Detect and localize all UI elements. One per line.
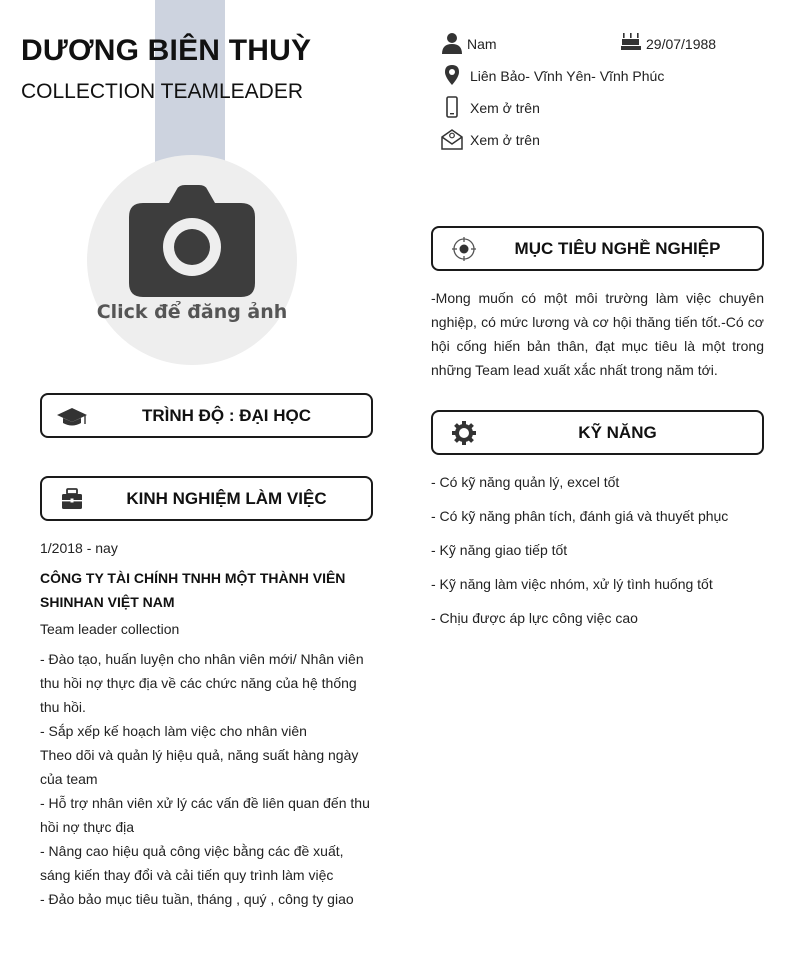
skill-item[interactable]: - Kỹ năng làm việc nhóm, xử lý tình huống tốt — [431, 576, 713, 592]
graduation-cap-icon — [57, 404, 87, 428]
birthday-cake-icon — [620, 32, 642, 54]
gear-icon — [448, 421, 478, 445]
skill-item[interactable]: - Kỹ năng giao tiếp tốt — [431, 542, 568, 558]
envelope-icon — [441, 128, 463, 150]
duty-line: - Đảo bảo mục tiêu tuần, tháng , quý , công ty giao — [40, 891, 354, 907]
skills-list — [431, 470, 771, 640]
contact-birthdate-value: 29/07/1988 — [646, 36, 717, 52]
skills-header[interactable] — [431, 410, 764, 455]
experience-duties[interactable] — [40, 647, 376, 911]
camera-icon — [129, 185, 255, 297]
person-icon — [441, 32, 463, 54]
skill-item[interactable]: - Có kỹ năng quản lý, excel tốt — [431, 474, 620, 490]
contact-gender-value: Nam — [467, 36, 497, 52]
objective-text[interactable]: -Mong muốn có một môi trường làm việc chuyên nghiệp, có mức lương và cơ hội thăng tiến tốt.-Có cơ hội cống hiến bản thân, đạt mục tiêu là một trong những Team lead xuất xắc nhất trong năm tới. — [431, 290, 764, 378]
experience-company[interactable]: CÔNG TY TÀI CHÍNH TNHH MỘT THÀNH VIÊN SHINHAN VIỆT NAM — [40, 570, 346, 610]
experience-title: KINH NGHIỆM LÀM VIỆC — [126, 489, 327, 508]
skills-title: KỸ NĂNG — [578, 423, 657, 442]
objective-title: MỤC TIÊU NGHỀ NGHIỆP — [514, 239, 721, 258]
education-header[interactable] — [40, 393, 373, 438]
candidate-name[interactable]: DƯƠNG BIÊN THUỲ — [21, 34, 312, 67]
objective-header[interactable] — [431, 226, 764, 271]
skill-item[interactable]: - Có kỹ năng phân tích, đánh giá và thuyết phục — [431, 508, 729, 524]
education-title: TRÌNH ĐỘ : ĐẠI HỌC — [141, 406, 312, 425]
experience-header[interactable] — [40, 476, 373, 521]
contact-phone-value: Xem ở trên — [470, 100, 540, 116]
duty-line: - Hỗ trợ nhân viên xử lý các vấn đề liên quan đến thu hồi nợ thực địa — [40, 795, 370, 835]
target-icon — [448, 237, 478, 261]
candidate-role[interactable]: COLLECTION TEAMLEADER — [21, 80, 304, 103]
duty-line: - Nâng cao hiệu quả công việc bằng các đề xuất, sáng kiến thay đổi và cải tiến quy trình làm việc — [40, 843, 344, 883]
contact-address-value: Liên Bảo- Vĩnh Yên- Vĩnh Phúc — [470, 68, 665, 84]
photo-upload[interactable] — [87, 155, 297, 365]
mobile-phone-icon — [441, 96, 463, 118]
duty-line: Theo dõi và quản lý hiệu quả, năng suất hàng ngày của team — [40, 747, 359, 787]
briefcase-icon — [57, 487, 87, 511]
skill-item[interactable]: - Chịu được áp lực công việc cao — [431, 610, 638, 626]
contact-email-value: Xem ở trên — [470, 132, 540, 148]
photo-upload-label: Click để đăng ảnh — [96, 301, 288, 323]
location-pin-icon — [441, 64, 463, 86]
experience-position[interactable]: Team leader collection — [40, 621, 180, 637]
duty-line: - Đào tạo, huấn luyện cho nhân viên mới/ Nhân viên thu hồi nợ thực địa về các chức năng của hệ thống thu hồi. — [40, 651, 364, 715]
experience-date[interactable]: 1/2018 - nay — [40, 540, 118, 556]
duty-line: - Sắp xếp kế hoạch làm việc cho nhân viên — [40, 723, 307, 739]
